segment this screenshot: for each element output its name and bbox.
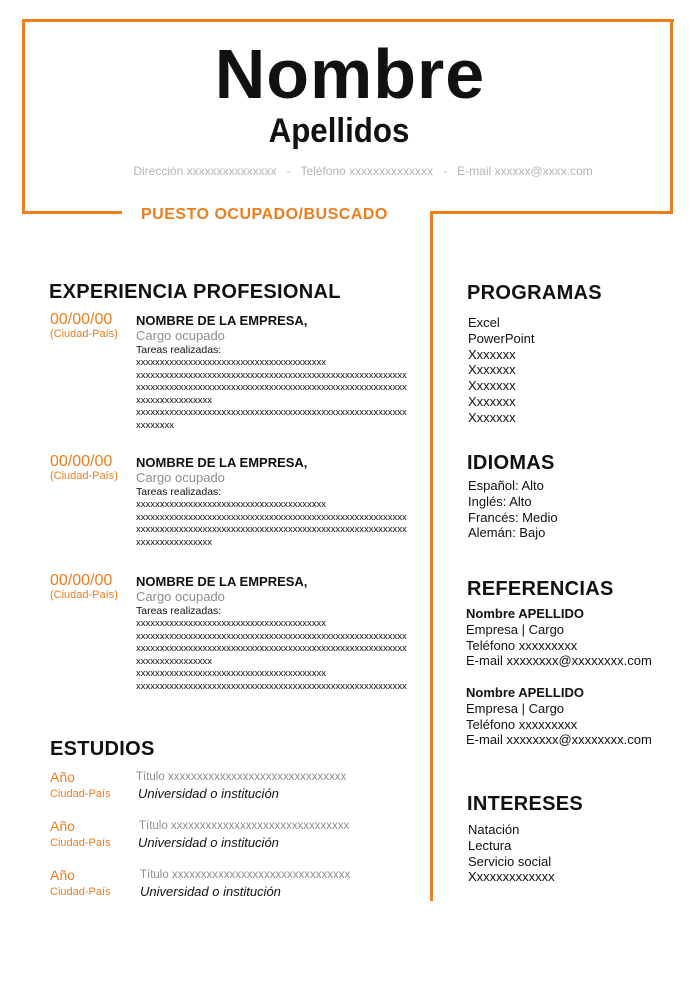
job-city: (Ciudad-País)	[50, 589, 118, 601]
language-item: Español: Alto	[468, 478, 544, 493]
frame-bottom-left-line	[22, 211, 122, 214]
position-title: PUESTO OCUPADO/BUSCADO	[141, 206, 388, 223]
frame-bottom-right-line	[430, 211, 673, 214]
education-degree: Título xxxxxxxxxxxxxxxxxxxxxxxxxxxxxxx	[139, 820, 350, 832]
task-line: xxxxxxxxxxxxxxxxxxxxxxxxxxxxxxxxxxxxxxxxxxxxxxxxxxxxxxxxx	[136, 643, 407, 654]
reference-company: Empresa | Cargo	[466, 700, 565, 716]
cv-surname: Apellidos	[268, 112, 410, 150]
cv-name: Nombre	[214, 35, 486, 113]
job-city: (Ciudad-País)	[50, 328, 118, 340]
program-item: Xxxxxxx	[468, 378, 516, 394]
contact-line: Dirección xxxxxxxxxxxxxxx - Teléfono xxxxxxxxxxxxxx - E-mail xxxxxx@xxxx.com	[133, 164, 593, 178]
interests-list	[468, 822, 555, 885]
education-year: Año	[50, 769, 75, 785]
education-year: Año	[50, 818, 75, 834]
program-item: PowerPoint	[468, 330, 535, 346]
interest-item: Lectura	[468, 837, 512, 853]
reference-name: Nombre APELLIDO	[466, 606, 584, 621]
education-city: Ciudad-País	[50, 788, 111, 800]
languages-list	[468, 478, 558, 541]
job-tasks-label: Tareas realizadas:	[136, 486, 222, 498]
task-line: xxxxxxxxxxxxxxxxxxxxxxxxxxxxxxxxxxxxxxxx	[136, 499, 326, 510]
task-line: xxxxxxxxxxxxxxxx	[136, 394, 212, 406]
education-institution: Universidad o institución	[138, 835, 279, 850]
program-item: Xxxxxxx	[468, 362, 516, 378]
job-role: Cargo ocupado	[136, 328, 225, 343]
program-item: Xxxxxxx	[468, 393, 516, 409]
job-task-lines	[136, 357, 416, 432]
programs-title: PROGRAMAS	[467, 282, 602, 304]
programs-list	[468, 315, 534, 426]
education-city: Ciudad-País	[50, 886, 111, 898]
task-line: xxxxxxxx	[136, 419, 174, 431]
task-line: xxxxxxxxxxxxxxxx	[136, 655, 212, 667]
job-company: NOMBRE DE LA EMPRESA,	[136, 455, 308, 470]
interest-item: Servicio social	[468, 853, 552, 869]
education-title: ESTUDIOS	[50, 738, 155, 760]
education-degree: Título xxxxxxxxxxxxxxxxxxxxxxxxxxxxxxx	[136, 771, 347, 783]
task-line: xxxxxxxxxxxxxxxxxxxxxxxxxxxxxxxxxxxxxxxxxxxxxxxxxxxxxxxxx	[136, 511, 407, 523]
task-line: xxxxxxxxxxxxxxxx	[136, 536, 212, 548]
task-line: xxxxxxxxxxxxxxxxxxxxxxxxxxxxxxxxxxxxxxxx	[136, 618, 326, 629]
interests-title: INTERESES	[467, 793, 584, 815]
job-task-lines	[136, 618, 416, 693]
education-year: Año	[50, 867, 75, 883]
language-item: Inglés: Alto	[468, 493, 532, 509]
education-degree: Título xxxxxxxxxxxxxxxxxxxxxxxxxxxxxxx	[140, 869, 351, 881]
education-institution: Universidad o institución	[138, 786, 279, 801]
program-item: Xxxxxxx	[468, 409, 516, 425]
task-line: xxxxxxxxxxxxxxxxxxxxxxxxxxxxxxxxxxxxxxxx	[136, 668, 326, 679]
task-line: xxxxxxxxxxxxxxxxxxxxxxxxxxxxxxxxxxxxxxxxxxxxxxxxxxxxxxxxx	[136, 382, 407, 393]
job-role: Cargo ocupado	[136, 470, 225, 485]
interest-item: Natación	[468, 822, 520, 837]
interest-item: Xxxxxxxxxxxxx	[468, 869, 555, 885]
reference-email: E-mail xxxxxxxx@xxxxxxxx.com	[466, 732, 652, 748]
task-line: xxxxxxxxxxxxxxxxxxxxxxxxxxxxxxxxxxxxxxxxxxxxxxxxxxxxxxxxx	[136, 630, 407, 642]
job-date: 00/00/00	[50, 453, 113, 470]
program-item: Xxxxxxx	[468, 346, 516, 362]
language-item: Francés: Medio	[468, 509, 558, 525]
job-tasks-label: Tareas realizadas:	[136, 344, 222, 356]
task-line: xxxxxxxxxxxxxxxxxxxxxxxxxxxxxxxxxxxxxxxxxxxxxxxxxxxxxxxxx	[136, 524, 407, 535]
column-divider-line	[430, 211, 433, 901]
education-institution: Universidad o institución	[140, 884, 281, 899]
reference-email: E-mail xxxxxxxx@xxxxxxxx.com	[466, 653, 652, 669]
reference-entry	[466, 685, 652, 748]
reference-phone: Teléfono xxxxxxxxx	[466, 716, 578, 732]
reference-company: Empresa | Cargo	[466, 621, 565, 637]
task-line: xxxxxxxxxxxxxxxxxxxxxxxxxxxxxxxxxxxxxxxxxxxxxxxxxxxxxxxxx	[136, 369, 407, 381]
language-item: Alemán: Bajo	[468, 525, 546, 541]
frame-top-line	[22, 19, 674, 22]
education-city: Ciudad-País	[50, 837, 111, 849]
reference-name: Nombre APELLIDO	[466, 685, 584, 700]
job-tasks-label: Tareas realizadas:	[136, 605, 222, 617]
reference-phone: Teléfono xxxxxxxxx	[466, 637, 578, 653]
job-city: (Ciudad-País)	[50, 470, 118, 482]
references-title: REFERENCIAS	[467, 578, 614, 600]
job-company: NOMBRE DE LA EMPRESA,	[136, 574, 308, 589]
job-role: Cargo ocupado	[136, 589, 225, 604]
task-line: xxxxxxxxxxxxxxxxxxxxxxxxxxxxxxxxxxxxxxxxxxxxxxxxxxxxxxxxx	[136, 680, 407, 692]
program-item: Excel	[468, 315, 500, 330]
job-date: 00/00/00	[50, 572, 113, 589]
task-line: xxxxxxxxxxxxxxxxxxxxxxxxxxxxxxxxxxxxxxxxxxxxxxxxxxxxxxxxx	[136, 407, 407, 418]
reference-entry	[466, 606, 652, 669]
experience-title: EXPERIENCIA PROFESIONAL	[49, 281, 341, 303]
task-line: xxxxxxxxxxxxxxxxxxxxxxxxxxxxxxxxxxxxxxxx	[136, 357, 326, 368]
languages-title: IDIOMAS	[467, 452, 555, 474]
job-task-lines	[136, 499, 416, 549]
job-date: 00/00/00	[50, 311, 113, 328]
job-company: NOMBRE DE LA EMPRESA,	[136, 313, 308, 328]
